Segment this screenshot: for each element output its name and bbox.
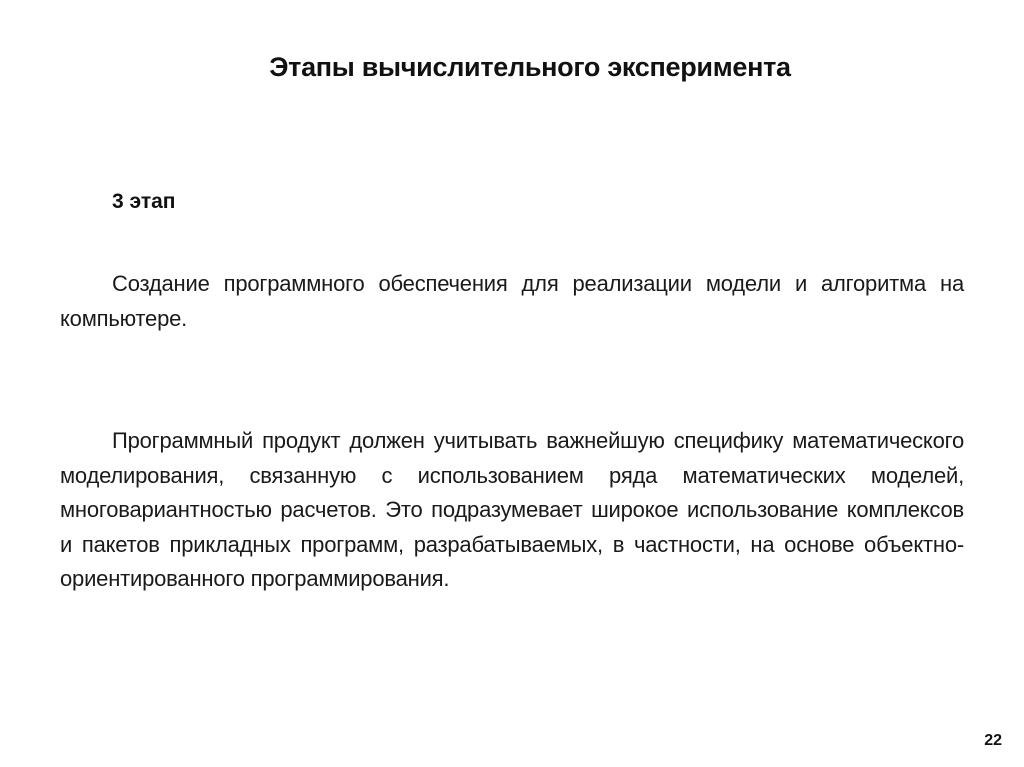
paragraph-software-creation: Создание программного обеспечения для реализации модели и алгоритма на компьютере.	[60, 271, 964, 331]
paragraph-software-product: Программный продукт должен учитывать важнейшую специфику математического моделирования, связанную с использованием ряда математических моделей, многовариантностью расчетов. Это подразумевает широкое использование комплексов и пакетов прикладных программ, разрабатываемых, в частности, на основе объектно-ориентированного программирования.	[60, 428, 964, 591]
stage-heading: 3 этап	[112, 190, 176, 213]
slide-title: Этапы вычислительного эксперимента	[269, 52, 791, 82]
page-number: 22	[984, 732, 1002, 749]
